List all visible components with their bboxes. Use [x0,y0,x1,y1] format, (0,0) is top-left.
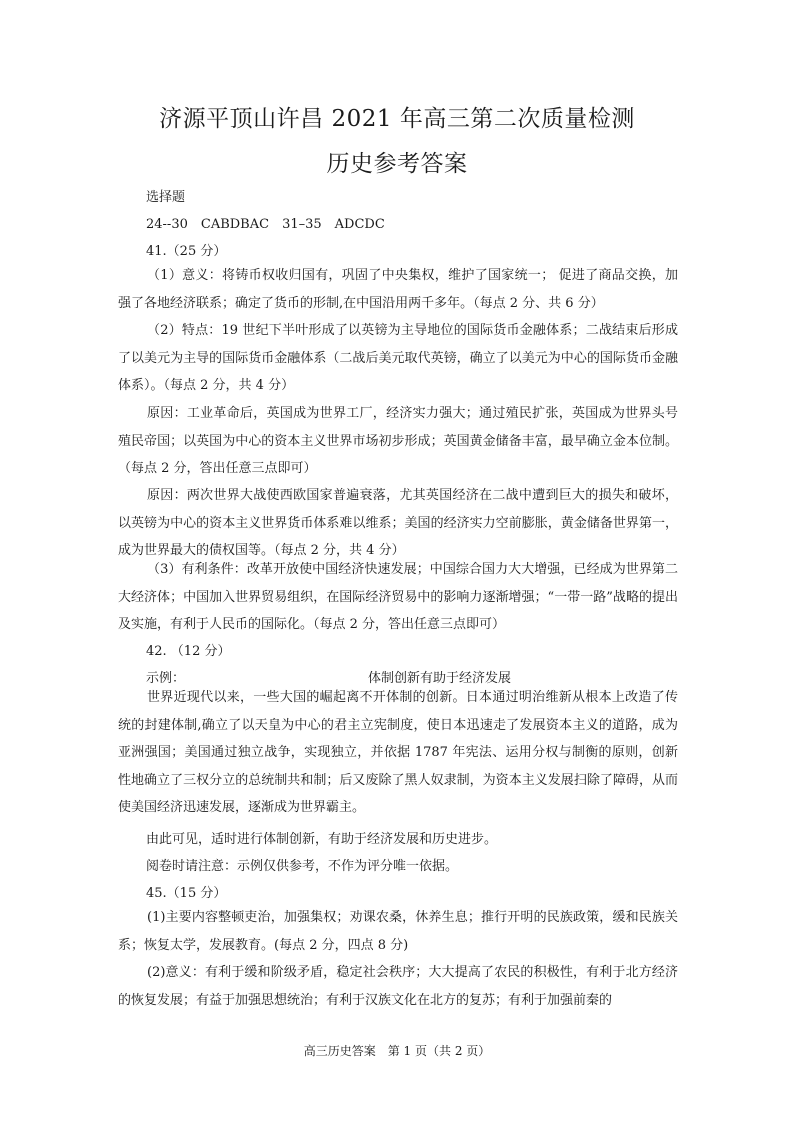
q41-part3: （3）有利条件：改革开放使中国经济快速发展；中国综合国力大大增强，已经成为世界第二大经济体；中国加入世界贸易组织，在国际经济贸易中的影响力逐渐增强；“一带一路”战略的提出及实施，有利于人民币的国际化。（每点 2 分，答出任意三点即可） [118,562,678,632]
q41-part2: （2）特点：19 世纪下半叶形成了以英镑为主导地位的国际货币金融体系；二战结束后形成了以美元为主导的国际货币金融体系（二战后美元取代英镑，确立了以美元为中心的国际货币金融体系）。（每点 2 分，共 4 分） [118,323,678,393]
q41-heading: 41.（25 分） [146,244,227,259]
choice-heading: 选择题 [146,190,186,205]
q42-body: 世界近现代以来，一些大国的崛起离不开体制的创新。日本通过明治维新从根本上改造了传统的封建体制,确立了以天皇为中心的君主立宪制度，使日本迅速走了发展资本主义的道路，成为亚洲强国；美国通过独立战争，实现独立，并依据 1787 年宪法、运用分权与制衡的原则，创新性地确立了三权分立的总统制共和制；后又废除了黑人奴隶制，为资本主义发展扫除了障碍，从而使美国经济迅速发展，逐渐成为世界霸主。 [118,690,678,815]
choice-answers: 24--30 CABDBAC 31–35 ADCDC [146,217,385,232]
q45-part1: (1)主要内容整顿吏治，加强集权；劝课农桑，休养生息；推行开明的民族政策，缓和民族关系；恢复太学，发展教育。(每点 2 分，四点 8 分) [118,910,678,953]
q45-part2: (2)意义：有利于缓和阶级矛盾，稳定社会秩序；大大提高了农民的积极性，有利于北方经济的恢复发展；有益于加强思想统治；有利于汉族文化在北方的复苏；有利于加强前秦的 [118,965,678,1008]
q41-part1: （1）意义：将铸币权收归国有，巩固了中央集权，维护了国家统一； 促进了商品交换，加强了各地经济联系；确定了货币的形制,在中国沿用两千多年。（每点 2 分、共 6 分） [118,268,678,311]
q42-conclusion: 由此可见，适时进行体制创新，有助于经济发展和历史进步。 [146,832,498,847]
page-footer: 高三历史答案 第 1 页（共 2 页） [303,1044,491,1058]
document-subtitle: 历史参考答案 [326,151,468,177]
q42-note: 阅卷时请注意：示例仅供参考，不作为评分唯一依据。 [146,859,459,874]
example-label: 示例： [146,671,186,686]
q42-heading: 42. （12 分） [146,644,231,659]
example-title: 体制创新有助于经济发展 [368,671,512,686]
q41-reason2: 原因：两次世界大战使西欧国家普遍衰落，尤其英国经济在二战中遭到巨大的损失和破坏，以英镑为中心的资本主义世界货币体系难以维系；美国的经济实力空前膨胀，黄金储备世界第一，成为世界最大的债权国等。（每点 2 分，共 4 分） [118,488,678,558]
document-title: 济源平顶山许昌 2021 年高三第二次质量检测 [159,106,635,132]
q41-reason1: 原因：工业革命后，英国成为世界工厂，经济实力强大；通过殖民扩张，英国成为世界头号殖民帝国；以英国为中心的资本主义世界市场初步形成；英国黄金储备丰富，最早确立金本位制。（每点 2 分，答出任意三点即可） [118,406,678,476]
q45-heading: 45.（15 分） [146,886,227,901]
